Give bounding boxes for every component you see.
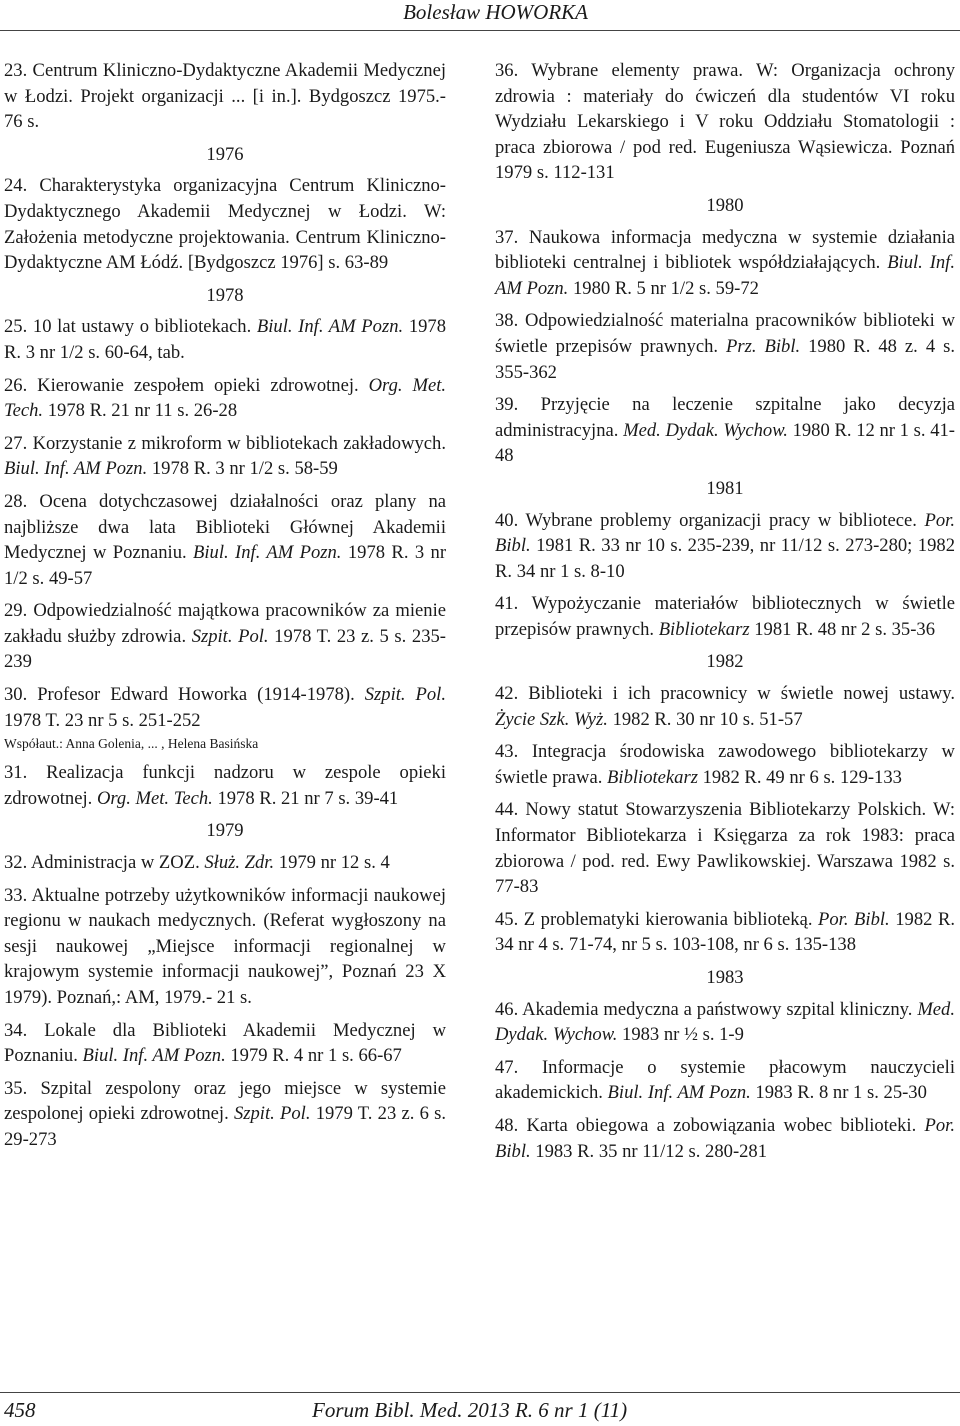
- entry-details: 1982 R. 49 nr 6 s. 129-133: [697, 766, 902, 788]
- entry-details: 1980 R. 48 z. 4 s. 355-362: [495, 335, 955, 383]
- entry-details: 1981 R. 33 nr 10 s. 235-239, nr 11/12 s. 273-280; 1982 R. 34 nr 1 s. 8-10: [495, 535, 955, 582]
- entry-details: 1982 R. 30 nr 10 s. 51-57: [607, 708, 803, 730]
- journal-title: Org. Met. Tech.: [96, 787, 213, 809]
- bib-entry-45: [495, 907, 955, 958]
- journal-title: Biul. Inf. AM Pozn.: [607, 1082, 751, 1104]
- journal-title: Biul. Inf. AM Pozn.: [495, 252, 955, 299]
- entry-details: 1978 R. 21 nr 7 s. 39-41: [212, 787, 399, 809]
- bib-entry-29: [4, 598, 446, 675]
- entry-details: 1983 R. 8 nr 1 s. 25-30: [750, 1082, 927, 1104]
- entry-text: 25. 10 lat ustawy o bibliotekach.: [4, 316, 257, 338]
- bib-entry-23: [4, 58, 446, 135]
- entry-text: 46. Akademia medyczna a państwowy szpital kliniczny.: [495, 998, 918, 1020]
- entry-text: 36. Wybrane elementy prawa. W: Organizacja ochrony zdrowia : materiały do ćwiczeń dla studentów VI roku Wydziału Lekarskiego i V roku Oddziału Stomatologii : praca zbiorowa / pod red. Eugeniusza Wąsiewicza. Poznań 1979 s. 112-131: [495, 60, 955, 184]
- entry-text: 31. Realizacja funkcji nadzoru w zespole opieki zdrowotnej.: [4, 762, 446, 809]
- year-heading-1976: 1976: [206, 143, 244, 165]
- header-divider: [0, 30, 960, 31]
- left-column: [4, 58, 446, 1160]
- bib-entry-39: [495, 392, 955, 469]
- running-header-author: Bolesław HOWORKA: [403, 0, 588, 24]
- year-heading-1983: 1983: [706, 967, 744, 988]
- journal-title: Szpit. Pol.: [364, 684, 446, 706]
- journal-title: Bibliotekarz: [658, 618, 750, 640]
- bib-entry-46: [495, 997, 955, 1048]
- journal-title: Bibliotekarz: [607, 766, 698, 788]
- entry-details: 1980 R. 12 nr 1 s. 41-48: [495, 419, 955, 467]
- year-heading-1980: 1980: [706, 194, 744, 216]
- entry-details: 1979 T. 23 z. 6 s. 29-273: [4, 1103, 446, 1150]
- entry-details: 1978 T. 23 z. 5 s. 235-239: [4, 625, 446, 673]
- year-heading-1981: 1981: [706, 477, 744, 499]
- bib-entry-28: [4, 489, 446, 591]
- entry-details: 1983 R. 35 nr 11/12 s. 280-281: [530, 1140, 768, 1162]
- journal-title: Por. Bibl.: [495, 509, 955, 557]
- bib-entry-36: [495, 58, 955, 186]
- entry-text: 24. Charakterystyka organizacyjna Centrum Kliniczno-Dydaktycznego Akademii Medycznej w Łodzi. W: Założenia metodyczne projektowania. Centrum Kliniczno-Dydaktyczne AM Łódź. [Bydgoszcz 1976] s. 63-89: [4, 175, 446, 274]
- bib-entry-30: [4, 682, 446, 733]
- entry-details: 1978 R. 3 nr 1/2 s. 60-64, tab.: [4, 316, 446, 363]
- entry-details: 1978 T. 23 nr 5 s. 251-252: [4, 709, 201, 731]
- journal-title: Służ. Zdr.: [204, 852, 275, 874]
- journal-title: Życie Szk. Wyż.: [495, 708, 608, 730]
- right-column: [495, 58, 955, 1171]
- bib-entry-32: [4, 850, 446, 876]
- entry-text: 37. Naukowa informacja medyczna w systemie działania biblioteki centralnej i bibliotek współdziałających.: [495, 226, 955, 274]
- journal-title: Biul. Inf. AM Pozn.: [193, 542, 342, 564]
- entry-text: 32. Administracja w ZOZ.: [4, 852, 205, 874]
- entry-details: 1982 R. 34 nr 4 s. 71-74, nr 5 s. 103-108, nr 6 s. 135-138: [495, 908, 955, 956]
- bib-entry-43: [495, 739, 955, 790]
- journal-title: Por. Bibl.: [495, 1114, 955, 1162]
- bib-entry-27: [4, 431, 446, 482]
- year-heading-1979: 1979: [206, 820, 244, 842]
- entry-text: 48. Karta obiegowa a zobowiązania wobec biblioteki.: [495, 1114, 925, 1136]
- journal-title: Med. Dydak. Wychow.: [623, 419, 788, 441]
- bib-entry-47: [495, 1055, 955, 1106]
- bib-entry-41: [495, 591, 955, 642]
- year-heading-1982: 1982: [706, 651, 744, 673]
- journal-title: Szpit. Pol.: [191, 625, 269, 647]
- entry-details: 1980 R. 5 nr 1/2 s. 59-72: [568, 277, 759, 299]
- entry-text: 29. Odpowiedzialność majątkowa pracowników za mienie zakładu służby zdrowia.: [4, 600, 446, 647]
- bib-entry-37: [495, 225, 955, 302]
- entry-text: 34. Lokale dla Biblioteki Akademii Medycznej w Poznaniu.: [4, 1019, 446, 1067]
- entry-text: 45. Z problematyki kierowania biblioteką.: [495, 908, 819, 930]
- entry-text: 30. Profesor Edward Howorka (1914-1978).: [4, 684, 365, 706]
- entry-details: 1978 R. 3 nr 1/2 s. 49-57: [4, 542, 447, 589]
- journal-title: Biul. Inf. AM Pozn.: [82, 1045, 226, 1067]
- journal-title: Por. Bibl.: [818, 908, 890, 930]
- bib-entry-38: [495, 308, 955, 385]
- entry-details: 1978 R. 3 nr 1/2 s. 58-59: [147, 458, 338, 480]
- entry-text: 27. Korzystanie z mikroform w bibliotekach zakładowych.: [4, 432, 446, 454]
- journal-title: Org. Met. Tech.: [4, 374, 447, 422]
- entry-details: 1983 nr ½ s. 1-9: [617, 1024, 744, 1046]
- bib-entry-42: [495, 681, 955, 732]
- entry-text: 26. Kierowanie zespołem opieki zdrowotnej.: [4, 374, 369, 396]
- journal-title: Med. Dydak. Wychow.: [495, 998, 955, 1046]
- journal-title: Szpit. Pol.: [233, 1103, 311, 1125]
- page-number: 458: [4, 1398, 36, 1422]
- journal-title: Biul. Inf. AM Pozn.: [256, 316, 404, 338]
- entry-text: 28. Ocena dotychczasowej działalności oraz plany na najbliższe dwa lata Biblioteki Głównej Akademii Medycznej w Poznaniu.: [4, 490, 446, 564]
- entry-text: 40. Wybrane problemy organizacji pracy w bibliotece.: [495, 509, 925, 531]
- entry-text: 39. Przyjęcie na leczenie szpitalne jako decyzja administracyjna.: [495, 394, 955, 441]
- bib-entry-25: [4, 314, 446, 365]
- entry-text: 35. Szpital zespolony oraz jego miejsce w systemie zespolonej opieki zdrowotnej.: [4, 1077, 446, 1125]
- entry-text: 43. Integracja środowiska zawodowego bibliotekarzy w świetle prawa.: [495, 741, 955, 788]
- footer-divider: [0, 1392, 960, 1393]
- entry-details: 1979 R. 4 nr 1 s. 66-67: [225, 1045, 402, 1067]
- entry-text: 23. Centrum Kliniczno-Dydaktyczne Akademii Medycznej w Łodzi. Projekt organizacji ... [i in.]. Bydgoszcz 1975.- 76 s.: [4, 60, 446, 133]
- year-heading-1978: 1978: [206, 284, 244, 306]
- bib-entry-40: [495, 508, 955, 585]
- entry-text: 38. Odpowiedzialność materialna pracowników biblioteki w świetle przepisów prawnych.: [495, 310, 955, 357]
- entry-details: 1981 R. 48 nr 2 s. 35-36: [749, 618, 935, 640]
- bib-entry-33: [4, 883, 446, 1011]
- bib-entry-24: [4, 173, 446, 275]
- entry-text: 33. Aktualne potrzeby użytkowników informacji naukowej regionu w naukach medycznych. (Referat wygłoszony na sesji naukowej „Miejsce informacji regionalnej w krajowym systemie informacji naukowej”, Poznań 23 X 1979). Poznań,: AM, 1979.- 21 s.: [4, 884, 446, 1008]
- entry-text: 47. Informacje o systemie płacowym nauczycieli akademickich.: [495, 1056, 955, 1104]
- bib-entry-48: [495, 1113, 955, 1164]
- journal-footer: Forum Bibl. Med. 2013 R. 6 nr 1 (11): [312, 1398, 628, 1422]
- entry-text: 44. Nowy statut Stowarzyszenia Bibliotekarzy Polskich. W: Informator Bibliotekarza i Księgarza za rok 1983: praca zbiorowa / pod. red. Ewy Pawlikowskiej. Warszawa 1982 s. 77-83: [495, 799, 955, 898]
- bib-entry-34: [4, 1018, 446, 1069]
- entry-details: 1978 R. 21 nr 11 s. 26-28: [43, 400, 238, 422]
- bib-entry-26: [4, 373, 446, 424]
- bib-entry-44: [495, 797, 955, 899]
- entry-text: 42. Biblioteki i ich pracownicy w świetle nowej ustawy.: [495, 683, 955, 705]
- journal-title: Biul. Inf. AM Pozn.: [4, 458, 148, 480]
- bib-entry-31: [4, 760, 446, 811]
- coauthors-note: Współaut.: Anna Golenia, ... , Helena Basińska: [4, 736, 259, 752]
- journal-title: Prz. Bibl.: [726, 335, 801, 357]
- entry-details: 1979 nr 12 s. 4: [274, 852, 390, 874]
- bib-entry-35: [4, 1076, 446, 1153]
- entry-text: 41. Wypożyczanie materiałów bibliotecznych w świetle przepisów prawnych.: [495, 593, 955, 640]
